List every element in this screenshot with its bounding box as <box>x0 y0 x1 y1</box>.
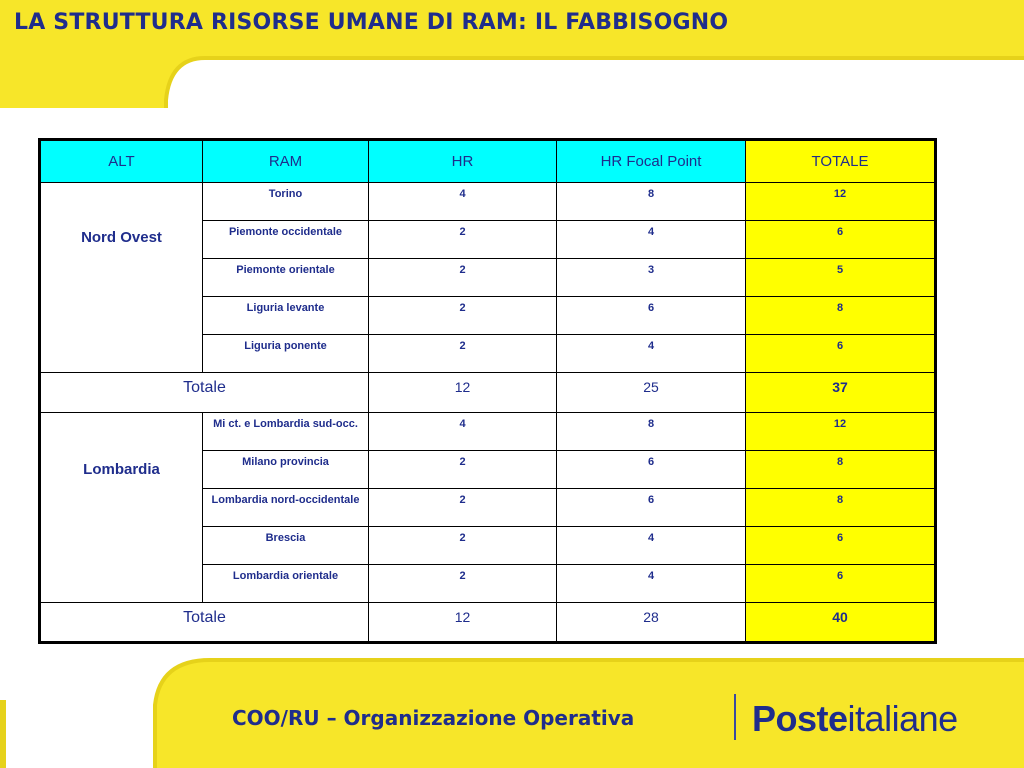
logo-bold-text: Poste <box>752 698 848 739</box>
ram-cell: Milano provincia <box>203 451 369 489</box>
slide-title: LA STRUTTURA RISORSE UMANE DI RAM: IL FABBISOGNO <box>14 10 729 35</box>
total-cell: 6 <box>746 221 936 259</box>
table-row <box>40 183 936 221</box>
ram-cell: Brescia <box>203 527 369 565</box>
total-cell: 6 <box>746 527 936 565</box>
hr-cell: 2 <box>369 259 557 297</box>
footer-department: COO/RU – Organizzazione Operativa <box>232 706 635 730</box>
hr-cell: 2 <box>369 297 557 335</box>
focal-cell: 6 <box>557 297 746 335</box>
focal-cell: 4 <box>557 527 746 565</box>
hr-cell: 2 <box>369 489 557 527</box>
ram-cell: Piemonte occidentale <box>203 221 369 259</box>
ram-cell: Piemonte orientale <box>203 259 369 297</box>
subtotal-focal: 28 <box>557 603 746 643</box>
ram-cell: Mi ct. e Lombardia sud-occ. <box>203 413 369 451</box>
hr-cell: 4 <box>369 413 557 451</box>
header-ram: RAM <box>203 140 369 183</box>
total-cell: 12 <box>746 183 936 221</box>
focal-cell: 6 <box>557 451 746 489</box>
ram-cell: Torino <box>203 183 369 221</box>
hr-cell: 4 <box>369 183 557 221</box>
header-alt: ALT <box>40 140 203 183</box>
header-hr-focal-point: HR Focal Point <box>557 140 746 183</box>
hr-cell: 2 <box>369 527 557 565</box>
hr-cell: 2 <box>369 565 557 603</box>
focal-cell: 8 <box>557 413 746 451</box>
total-cell: 5 <box>746 259 936 297</box>
header-totale: TOTALE <box>746 140 936 183</box>
focal-cell: 8 <box>557 183 746 221</box>
alt-cell: Lombardia <box>40 413 203 603</box>
logo-separator <box>734 694 736 740</box>
subtotal-row <box>40 603 936 643</box>
subtotal-label: Totale <box>40 603 369 643</box>
total-cell: 6 <box>746 565 936 603</box>
table-header-row <box>40 140 936 183</box>
alt-cell: Nord Ovest <box>40 183 203 373</box>
logo-regular-text: italiane <box>847 698 958 739</box>
top-band-edge <box>166 58 1024 108</box>
hr-cell: 2 <box>369 451 557 489</box>
total-cell: 12 <box>746 413 936 451</box>
header-hr: HR <box>369 140 557 183</box>
focal-cell: 4 <box>557 335 746 373</box>
subtotal-hr: 12 <box>369 373 557 413</box>
total-cell: 8 <box>746 489 936 527</box>
subtotal-total: 40 <box>746 603 936 643</box>
table-row <box>40 413 936 451</box>
ram-cell: Lombardia nord-occidentale <box>203 489 369 527</box>
subtotal-hr: 12 <box>369 603 557 643</box>
bottom-left-strip <box>0 700 6 768</box>
subtotal-label: Totale <box>40 373 369 413</box>
total-cell: 8 <box>746 297 936 335</box>
subtotal-total: 37 <box>746 373 936 413</box>
ram-cell: Liguria levante <box>203 297 369 335</box>
ram-cell: Lombardia orientale <box>203 565 369 603</box>
hr-cell: 2 <box>369 335 557 373</box>
subtotal-focal: 25 <box>557 373 746 413</box>
total-cell: 6 <box>746 335 936 373</box>
focal-cell: 4 <box>557 221 746 259</box>
staffing-table <box>38 138 937 644</box>
focal-cell: 3 <box>557 259 746 297</box>
ram-cell: Liguria ponente <box>203 335 369 373</box>
hr-cell: 2 <box>369 221 557 259</box>
focal-cell: 6 <box>557 489 746 527</box>
poste-italiane-logo <box>752 698 958 740</box>
focal-cell: 4 <box>557 565 746 603</box>
subtotal-row <box>40 373 936 413</box>
total-cell: 8 <box>746 451 936 489</box>
